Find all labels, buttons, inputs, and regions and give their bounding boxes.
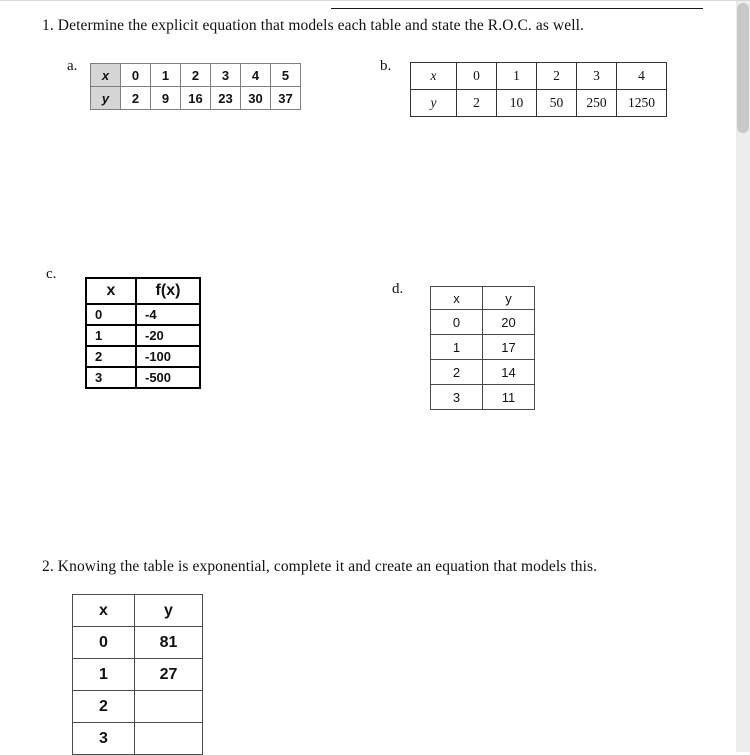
column-header-fx: f(x): [136, 278, 200, 304]
table-row: [431, 360, 535, 385]
table-cell: 2: [431, 360, 483, 385]
table-cell: 81: [135, 627, 203, 659]
table-cell: 1: [73, 659, 135, 691]
table-cell: -100: [136, 346, 200, 367]
scrollbar-thumb[interactable]: [737, 3, 749, 133]
table-cell: 2: [457, 90, 497, 117]
table-cell: 0: [121, 64, 151, 87]
table-a-row-x: [91, 64, 301, 87]
table-b: [410, 62, 667, 117]
table-cell: 2: [537, 63, 577, 90]
column-header-y: y: [483, 287, 535, 310]
table-d: [430, 286, 535, 410]
table-row: [86, 367, 200, 388]
table-b-header-x: x: [411, 63, 457, 90]
table-cell: 0: [73, 627, 135, 659]
table-cell: 14: [483, 360, 535, 385]
column-header-y: y: [135, 595, 203, 627]
table-cell: 2: [86, 346, 136, 367]
table-row: [431, 385, 535, 410]
table-cell: -500: [136, 367, 200, 388]
part-label-d: d.: [392, 281, 404, 297]
table-cell: 0: [86, 304, 136, 325]
table-cell: 4: [617, 63, 667, 90]
table-cell: 30: [241, 87, 271, 110]
table-cell: 16: [181, 87, 211, 110]
table-cell: 23: [211, 87, 241, 110]
table-cell: 37: [271, 87, 301, 110]
table-cell: 1250: [617, 90, 667, 117]
part-label-a: a.: [67, 58, 78, 74]
table-a-row-y: [91, 87, 301, 110]
empty-answer-cell[interactable]: [135, 723, 203, 755]
table-row: [86, 346, 200, 367]
table-cell: 250: [577, 90, 617, 117]
answer-blank-line: [331, 8, 703, 9]
question-2: 2. Knowing the table is exponential, complete it and create an equation that models this.: [42, 558, 598, 575]
column-header-x: x: [86, 278, 136, 304]
table-row: [73, 723, 203, 755]
table-cell: 17: [483, 335, 535, 360]
table-a-header-y: y: [91, 87, 121, 110]
part-label-b: b.: [380, 58, 392, 74]
table-row: [431, 335, 535, 360]
table-q2-header-row: [73, 595, 203, 627]
table-cell: 2: [121, 87, 151, 110]
table-row: [431, 310, 535, 335]
table-row: [86, 325, 200, 346]
table-question-2: [72, 594, 203, 755]
table-cell: 1: [86, 325, 136, 346]
table-cell: 20: [483, 310, 535, 335]
table-d-header-row: [431, 287, 535, 310]
table-row: [73, 691, 203, 723]
table-cell: 1: [497, 63, 537, 90]
table-cell: 2: [181, 64, 211, 87]
table-cell: 2: [73, 691, 135, 723]
column-header-x: x: [73, 595, 135, 627]
table-cell: 3: [211, 64, 241, 87]
table-row: [73, 627, 203, 659]
table-b-header-y: y: [411, 90, 457, 117]
table-cell: 27: [135, 659, 203, 691]
table-a: [90, 63, 301, 110]
table-b-row-y: [411, 90, 667, 117]
table-row: [86, 304, 200, 325]
table-cell: 3: [577, 63, 617, 90]
table-cell: 3: [86, 367, 136, 388]
table-cell: 1: [151, 64, 181, 87]
question-1: 1. Determine the explicit equation that models each table and state the R.O.C. as well.: [42, 17, 584, 34]
table-cell: 4: [241, 64, 271, 87]
table-c: [85, 277, 201, 389]
part-label-c: c.: [46, 266, 57, 282]
table-cell: -20: [136, 325, 200, 346]
table-b-row-x: [411, 63, 667, 90]
column-header-x: x: [431, 287, 483, 310]
table-cell: 5: [271, 64, 301, 87]
table-cell: -4: [136, 304, 200, 325]
table-cell: 11: [483, 385, 535, 410]
table-cell: 0: [457, 63, 497, 90]
table-row: [73, 659, 203, 691]
table-cell: 1: [431, 335, 483, 360]
table-cell: 9: [151, 87, 181, 110]
scrollbar-track[interactable]: [736, 1, 750, 752]
table-cell: 10: [497, 90, 537, 117]
table-a-header-x: x: [91, 64, 121, 87]
table-cell: 3: [431, 385, 483, 410]
table-cell: 50: [537, 90, 577, 117]
table-cell: 3: [73, 723, 135, 755]
table-c-header-row: [86, 278, 200, 304]
empty-answer-cell[interactable]: [135, 691, 203, 723]
table-cell: 0: [431, 310, 483, 335]
